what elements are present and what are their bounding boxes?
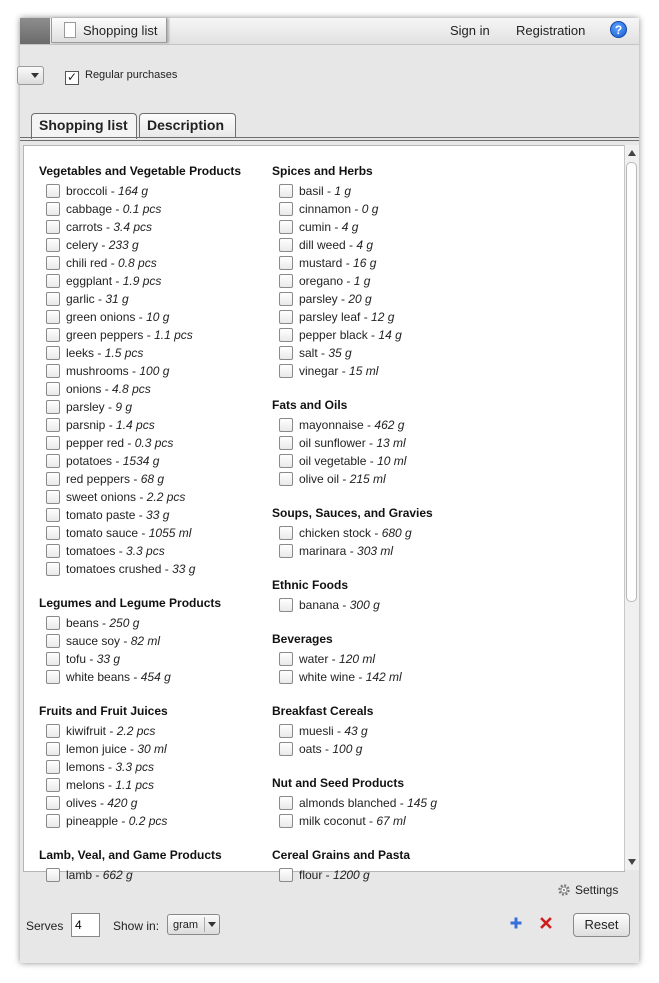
item-quantity: 0 g xyxy=(361,202,379,216)
item-checkbox[interactable] xyxy=(279,256,293,270)
category-title: Vegetables and Vegetable Products xyxy=(39,164,242,178)
item-quantity: 30 ml xyxy=(137,742,167,756)
item-quantity: 0.3 pcs xyxy=(134,436,174,450)
item-quantity: 14 g xyxy=(378,328,402,342)
item-label: oats - 100 g xyxy=(299,742,363,756)
item-name: pepper red xyxy=(66,436,125,450)
category-title: Soups, Sauces, and Gravies xyxy=(272,506,433,520)
item-label: celery - 233 g xyxy=(66,238,139,252)
item-name: tomato paste xyxy=(66,508,136,522)
item-name: oats xyxy=(299,742,322,756)
item-quantity: 67 ml xyxy=(376,814,406,828)
item-label: muesli - 43 g xyxy=(299,724,368,738)
item-label: green peppers - 1.1 pcs xyxy=(66,328,193,342)
category-title: Fats and Oils xyxy=(272,398,348,412)
item-label: broccoli - 164 g xyxy=(66,184,149,198)
document-icon xyxy=(64,22,76,38)
item-name: melons xyxy=(66,778,105,792)
item-quantity: 13 ml xyxy=(376,436,406,450)
item-checkbox[interactable] xyxy=(279,652,293,666)
item-checkbox[interactable] xyxy=(46,256,60,270)
item-label: lamb - 662 g xyxy=(66,868,133,882)
item-name: oil sunflower xyxy=(299,436,366,450)
item-checkbox[interactable] xyxy=(46,382,60,396)
item-label: carrots - 3.4 pcs xyxy=(66,220,153,234)
item-label: sweet onions - 2.2 pcs xyxy=(66,490,186,504)
item-quantity: 462 g xyxy=(374,418,405,432)
item-quantity: 43 g xyxy=(344,724,368,738)
item-label: white beans - 454 g xyxy=(66,670,171,684)
regular-purchases-toggle[interactable] xyxy=(65,69,177,85)
item-checkbox[interactable] xyxy=(46,616,60,630)
item-quantity: 100 g xyxy=(332,742,363,756)
item-name: sweet onions xyxy=(66,490,137,504)
item-name: parsnip xyxy=(66,418,106,432)
item-quantity: 1 g xyxy=(334,184,352,198)
item-quantity: 33 g xyxy=(146,508,170,522)
item-label: cabbage - 0.1 pcs xyxy=(66,202,162,216)
settings-button[interactable] xyxy=(557,883,618,897)
item-name: tofu xyxy=(66,652,87,666)
item-name: red peppers xyxy=(66,472,131,486)
item-checkbox[interactable] xyxy=(46,670,60,684)
item-checkbox[interactable] xyxy=(279,238,293,252)
item-quantity: 0.8 pcs xyxy=(118,256,157,270)
item-checkbox[interactable] xyxy=(46,292,60,306)
category-title: Legumes and Legume Products xyxy=(39,596,222,610)
item-label: water - 120 ml xyxy=(299,652,376,666)
item-checkbox[interactable] xyxy=(279,796,293,810)
item-name: flour xyxy=(299,868,323,882)
item-label: garlic - 31 g xyxy=(66,292,129,306)
item-quantity: 3.4 pcs xyxy=(113,220,153,234)
item-label: cumin - 4 g xyxy=(299,220,359,234)
item-quantity: 10 ml xyxy=(377,454,407,468)
show-in-label: Show in: xyxy=(113,919,160,933)
unit-select[interactable] xyxy=(167,914,220,935)
item-label: tomato paste - 33 g xyxy=(66,508,170,522)
item-name: chili red xyxy=(66,256,108,270)
item-label: milk coconut - 67 ml xyxy=(299,814,406,828)
item-name: lemon juice xyxy=(66,742,127,756)
regular-purchases-label: Regular purchases xyxy=(85,69,178,81)
item-label: parsley - 20 g xyxy=(299,292,372,306)
item-quantity: 2.2 pcs xyxy=(116,724,156,738)
item-checkbox[interactable] xyxy=(279,670,293,684)
item-checkbox[interactable] xyxy=(46,724,60,738)
item-name: water xyxy=(299,652,329,666)
item-quantity: 2.2 pcs xyxy=(146,490,186,504)
item-label: olive oil - 215 ml xyxy=(299,472,386,486)
item-checkbox[interactable] xyxy=(279,472,293,486)
item-label: salt - 35 g xyxy=(299,346,352,360)
item-checkbox[interactable] xyxy=(279,202,293,216)
item-label: tomatoes crushed - 33 g xyxy=(66,562,196,576)
item-name: almonds blanched xyxy=(299,796,397,810)
item-quantity: 82 ml xyxy=(130,634,161,648)
item-label: beans - 250 g xyxy=(66,616,140,630)
item-quantity: 3.3 pcs xyxy=(126,544,165,558)
item-name: basil xyxy=(299,184,324,198)
item-checkbox[interactable] xyxy=(46,490,60,504)
item-checkbox[interactable] xyxy=(46,310,60,324)
item-quantity: 4 g xyxy=(341,220,359,234)
item-label: onions - 4.8 pcs xyxy=(66,382,151,396)
item-quantity: 10 g xyxy=(146,310,170,324)
item-name: milk coconut xyxy=(299,814,366,828)
item-name: leeks xyxy=(66,346,95,360)
item-label: mushrooms - 100 g xyxy=(66,364,170,378)
item-checkbox[interactable] xyxy=(279,814,293,828)
item-label: tomatoes - 3.3 pcs xyxy=(66,544,165,558)
item-name: green peppers xyxy=(66,328,144,342)
scroll-up-icon[interactable] xyxy=(628,150,636,156)
item-quantity: 3.3 pcs xyxy=(115,760,155,774)
item-checkbox[interactable] xyxy=(46,274,60,288)
item-name: kiwifruit xyxy=(66,724,107,738)
item-quantity: 250 g xyxy=(109,616,140,630)
item-quantity: 31 g xyxy=(105,292,129,306)
item-name: broccoli xyxy=(66,184,108,198)
item-checkbox[interactable] xyxy=(279,328,293,342)
item-quantity: 35 g xyxy=(328,346,352,360)
list-selector-dropdown[interactable] xyxy=(17,66,44,85)
item-name: garlic xyxy=(66,292,95,306)
chevron-down-icon xyxy=(208,922,216,927)
item-checkbox[interactable] xyxy=(279,346,293,360)
item-checkbox[interactable] xyxy=(279,274,293,288)
item-label: chicken stock - 680 g xyxy=(299,526,412,540)
item-quantity: 145 g xyxy=(407,796,438,810)
item-checkbox[interactable] xyxy=(279,724,293,738)
item-label: lemon juice - 30 ml xyxy=(66,742,167,756)
item-name: eggplant xyxy=(66,274,113,288)
item-label: potatoes - 1534 g xyxy=(66,454,160,468)
x-icon[interactable] xyxy=(539,916,553,930)
item-name: beans xyxy=(66,616,99,630)
item-checkbox[interactable] xyxy=(46,796,60,810)
item-label: marinara - 303 ml xyxy=(299,544,394,558)
menu-button[interactable] xyxy=(20,18,50,44)
item-checkbox[interactable] xyxy=(279,310,293,324)
item-quantity: 142 ml xyxy=(365,670,402,684)
item-checkbox[interactable] xyxy=(46,544,60,558)
vertical-scrollbar[interactable] xyxy=(624,145,639,870)
item-label: chili red - 0.8 pcs xyxy=(66,256,157,270)
item-name: pepper black xyxy=(299,328,368,342)
item-checkbox[interactable] xyxy=(279,364,293,378)
reset-button[interactable]: Reset xyxy=(573,913,630,937)
item-name: parsley xyxy=(299,292,338,306)
item-quantity: 20 g xyxy=(348,292,372,306)
item-quantity: 12 g xyxy=(371,310,395,324)
item-checkbox[interactable] xyxy=(46,346,60,360)
item-quantity: 33 g xyxy=(172,562,196,576)
item-quantity: 215 ml xyxy=(349,472,386,486)
item-label: red peppers - 68 g xyxy=(66,472,165,486)
item-quantity: 420 g xyxy=(107,796,138,810)
item-name: parsley xyxy=(66,400,105,414)
serves-input[interactable] xyxy=(71,913,100,937)
app-tab-title: Shopping list xyxy=(83,23,158,38)
item-quantity: 164 g xyxy=(118,184,149,198)
item-checkbox[interactable] xyxy=(279,184,293,198)
item-checkbox[interactable] xyxy=(46,760,60,774)
tab-divider xyxy=(20,137,639,138)
item-label: lemons - 3.3 pcs xyxy=(66,760,155,774)
registration-link[interactable]: Registration xyxy=(516,23,586,38)
item-checkbox[interactable] xyxy=(279,544,293,558)
item-quantity: 100 g xyxy=(139,364,170,378)
item-label: white wine - 142 ml xyxy=(299,670,402,684)
item-label: parsley leaf - 12 g xyxy=(299,310,395,324)
item-quantity: 1.1 pcs xyxy=(115,778,155,792)
category-title: Beverages xyxy=(272,632,333,646)
item-quantity: 15 ml xyxy=(349,364,379,378)
item-name: green onions xyxy=(66,310,136,324)
top-bar xyxy=(20,18,639,45)
item-quantity: 33 g xyxy=(96,652,121,666)
item-label: parsnip - 1.4 pcs xyxy=(66,418,155,432)
item-name: white beans xyxy=(66,670,131,684)
category-title: Cereal Grains and Pasta xyxy=(272,848,411,862)
item-checkbox[interactable] xyxy=(279,454,293,468)
item-checkbox[interactable] xyxy=(46,454,60,468)
item-label: basil - 1 g xyxy=(299,184,352,198)
item-checkbox[interactable] xyxy=(46,814,60,828)
category-title: Spices and Herbs xyxy=(272,164,373,178)
item-name: salt xyxy=(299,346,318,360)
item-checkbox[interactable] xyxy=(46,868,60,882)
regular-purchases-checkbox[interactable]: ✓ xyxy=(66,70,78,84)
item-quantity: 1.1 pcs xyxy=(154,328,193,342)
item-checkbox[interactable] xyxy=(46,562,60,576)
item-label: pepper red - 0.3 pcs xyxy=(66,436,174,450)
item-quantity: 0.2 pcs xyxy=(128,814,168,828)
item-name: dill weed xyxy=(299,238,346,252)
item-checkbox[interactable] xyxy=(279,742,293,756)
category-title: Nut and Seed Products xyxy=(272,776,405,790)
item-name: lamb xyxy=(66,868,93,882)
item-name: cinnamon xyxy=(299,202,352,216)
item-name: cumin xyxy=(299,220,332,234)
item-name: tomato sauce xyxy=(66,526,139,540)
sign-in-link[interactable]: Sign in xyxy=(450,23,490,38)
item-checkbox[interactable] xyxy=(46,436,60,450)
settings-label: Settings xyxy=(575,883,619,897)
item-name: sauce soy xyxy=(66,634,121,648)
item-name: banana xyxy=(299,598,340,612)
item-checkbox[interactable] xyxy=(279,292,293,306)
item-quantity: 16 g xyxy=(353,256,377,270)
item-label: oregano - 1 g xyxy=(299,274,371,288)
gear-icon xyxy=(557,883,571,897)
item-label: pineapple - 0.2 pcs xyxy=(66,814,168,828)
item-label: mustard - 16 g xyxy=(299,256,377,270)
item-checkbox[interactable] xyxy=(46,742,60,756)
app-tab-shopping-list[interactable] xyxy=(51,18,167,43)
item-quantity: 454 g xyxy=(140,670,171,684)
item-name: potatoes xyxy=(66,454,113,468)
item-name: celery xyxy=(66,238,99,252)
item-name: white wine xyxy=(299,670,356,684)
item-label: flour - 1200 g xyxy=(299,868,370,882)
item-label: tomato sauce - 1055 ml xyxy=(66,526,192,540)
scrollbar-thumb[interactable] xyxy=(626,162,637,602)
item-label: melons - 1.1 pcs xyxy=(66,778,155,792)
item-quantity: 1200 g xyxy=(333,868,370,882)
item-quantity: 300 g xyxy=(349,598,380,612)
item-name: olives xyxy=(66,796,97,810)
item-name: oregano xyxy=(299,274,344,288)
item-name: lemons xyxy=(66,760,105,774)
item-checkbox[interactable] xyxy=(46,472,60,486)
app-window xyxy=(20,18,639,963)
item-checkbox[interactable] xyxy=(46,508,60,522)
shopping-list-panel xyxy=(23,145,625,882)
item-name: mushrooms xyxy=(66,364,129,378)
item-name: mustard xyxy=(299,256,343,270)
item-checkbox[interactable] xyxy=(46,202,60,216)
item-name: vinegar xyxy=(299,364,339,378)
item-label: cinnamon - 0 g xyxy=(299,202,379,216)
item-checkbox[interactable] xyxy=(46,526,60,540)
item-checkbox[interactable] xyxy=(279,598,293,612)
item-quantity: 1 g xyxy=(353,274,371,288)
item-checkbox[interactable] xyxy=(279,220,293,234)
item-name: carrots xyxy=(66,220,103,234)
item-name: olive oil xyxy=(299,472,340,486)
category-title: Breakfast Cereals xyxy=(272,704,374,718)
item-quantity: 680 g xyxy=(381,526,412,540)
item-checkbox[interactable] xyxy=(279,418,293,432)
item-name: onions xyxy=(66,382,102,396)
category-title: Fruits and Fruit Juices xyxy=(39,704,168,718)
item-checkbox[interactable] xyxy=(46,238,60,252)
serves-label: Serves xyxy=(26,919,64,933)
item-quantity: 4 g xyxy=(356,238,374,252)
item-label: sauce soy - 82 ml xyxy=(66,634,161,648)
item-label: almonds blanched - 145 g xyxy=(299,796,438,810)
item-name: tomatoes crushed xyxy=(66,562,162,576)
item-checkbox[interactable] xyxy=(46,328,60,342)
item-name: parsley leaf xyxy=(299,310,361,324)
category-title: Lamb, Veal, and Game Products xyxy=(39,848,222,862)
item-checkbox[interactable] xyxy=(46,184,60,198)
item-name: marinara xyxy=(299,544,347,558)
item-name: cabbage xyxy=(66,202,113,216)
tab-description[interactable]: Description xyxy=(139,113,236,137)
item-name: muesli xyxy=(299,724,334,738)
item-checkbox[interactable] xyxy=(46,418,60,432)
unit-select-separator xyxy=(204,917,205,932)
item-quantity: 1.5 pcs xyxy=(104,346,144,360)
item-label: oil vegetable - 10 ml xyxy=(299,454,407,468)
item-checkbox[interactable] xyxy=(279,868,293,882)
item-checkbox[interactable] xyxy=(46,364,60,378)
item-checkbox[interactable] xyxy=(46,220,60,234)
item-label: vinegar - 15 ml xyxy=(299,364,379,378)
item-checkbox[interactable] xyxy=(279,526,293,540)
help-icon[interactable]: ? xyxy=(610,21,627,38)
chevron-down-icon xyxy=(31,73,39,78)
item-checkbox[interactable] xyxy=(46,652,60,666)
item-quantity: 9 g xyxy=(115,400,133,414)
item-label: dill weed - 4 g xyxy=(299,238,374,252)
item-label: olives - 420 g xyxy=(66,796,138,810)
item-quantity: 1055 ml xyxy=(148,526,192,540)
item-quantity: 303 ml xyxy=(357,544,394,558)
item-name: tomatoes xyxy=(66,544,116,558)
item-name: oil vegetable xyxy=(299,454,367,468)
item-quantity: 120 ml xyxy=(339,652,376,666)
scroll-down-icon[interactable] xyxy=(628,859,636,865)
item-label: parsley - 9 g xyxy=(66,400,133,414)
category-title: Ethnic Foods xyxy=(272,578,348,592)
unit-select-value: gram xyxy=(173,919,199,931)
item-quantity: 233 g xyxy=(108,238,139,252)
item-name: pineapple xyxy=(66,814,119,828)
item-label: pepper black - 14 g xyxy=(299,328,402,342)
plus-icon[interactable] xyxy=(509,916,523,930)
item-checkbox[interactable] xyxy=(279,436,293,450)
tab-shopping-list[interactable]: Shopping list xyxy=(31,113,137,139)
item-label: green onions - 10 g xyxy=(66,310,170,324)
item-checkbox[interactable] xyxy=(46,400,60,414)
tab-divider-lower xyxy=(20,140,639,141)
item-quantity: 1.4 pcs xyxy=(116,418,155,432)
item-quantity: 1.9 pcs xyxy=(122,274,162,288)
item-label: oil sunflower - 13 ml xyxy=(299,436,406,450)
item-quantity: 662 g xyxy=(102,868,133,882)
item-label: eggplant - 1.9 pcs xyxy=(66,274,162,288)
item-quantity: 0.1 pcs xyxy=(122,202,162,216)
item-checkbox[interactable] xyxy=(46,778,60,792)
item-label: leeks - 1.5 pcs xyxy=(66,346,144,360)
item-quantity: 1534 g xyxy=(122,454,160,468)
item-name: mayonnaise xyxy=(299,418,364,432)
item-label: mayonnaise - 462 g xyxy=(299,418,405,432)
item-checkbox[interactable] xyxy=(46,634,60,648)
item-label: kiwifruit - 2.2 pcs xyxy=(66,724,156,738)
item-label: tofu - 33 g xyxy=(66,652,121,666)
item-name: chicken stock xyxy=(299,526,372,540)
item-label: banana - 300 g xyxy=(299,598,380,612)
item-quantity: 68 g xyxy=(140,472,165,486)
item-quantity: 4.8 pcs xyxy=(112,382,151,396)
